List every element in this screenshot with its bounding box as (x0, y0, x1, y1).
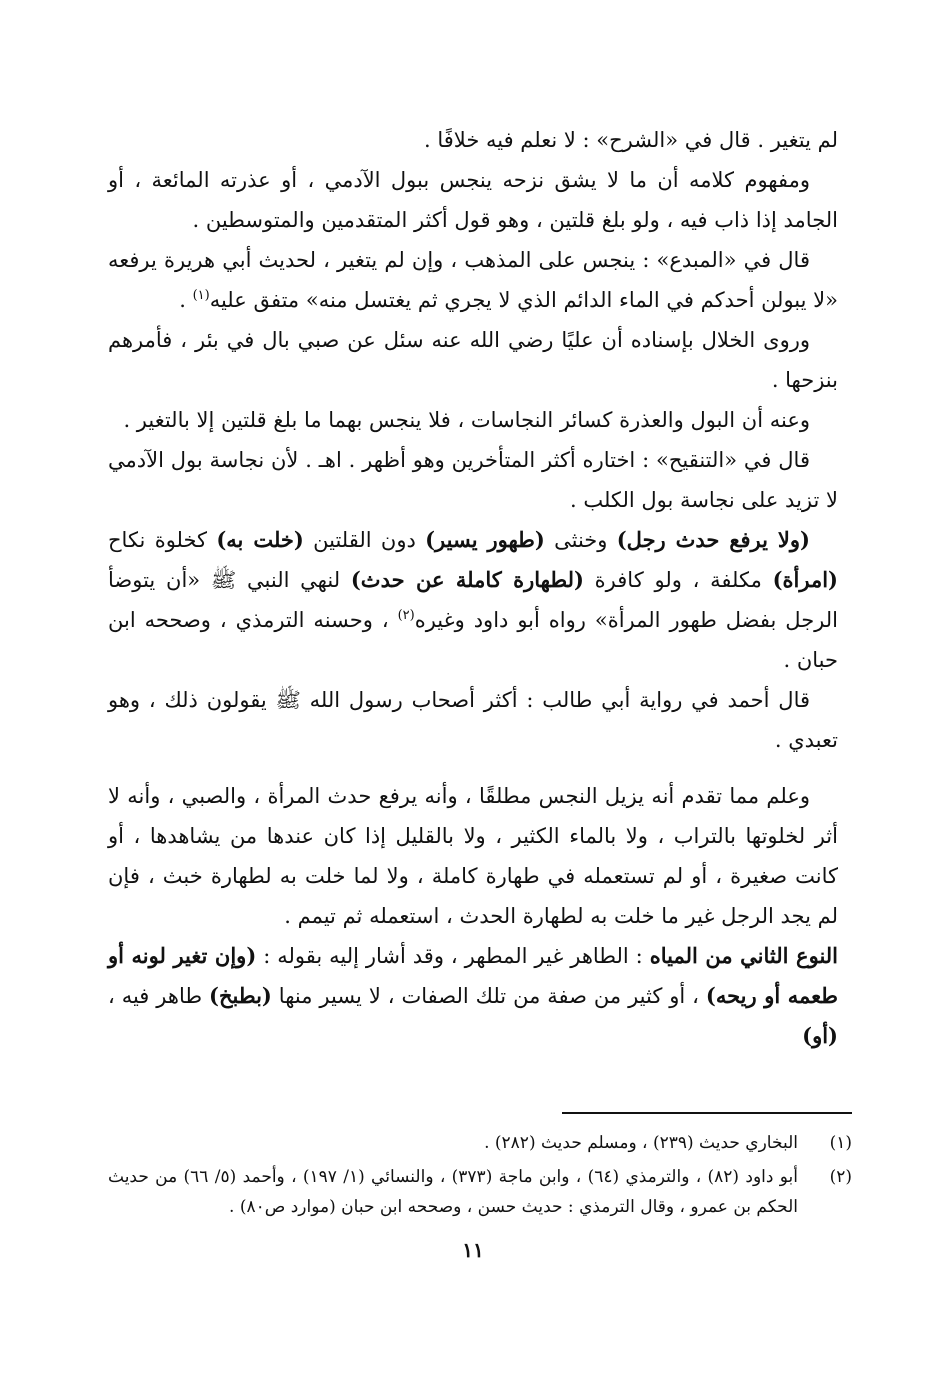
section-heading: النوع الثاني من المياه (649, 943, 839, 968)
footnotes (108, 1128, 852, 1226)
paragraph-5: وعنه أن البول والعذرة كسائر النجاسات ، فلا ينجس بهما ما بلغ قلتين إلا بالتغير . (123, 408, 810, 432)
footnote-number: (٢) (829, 1167, 852, 1187)
matn-phrase-2: (طهور يسير) (425, 527, 545, 552)
sharh-text-6: ، وحسنه الترمذي ، وصححه ابن حبان . (108, 608, 838, 672)
footnote-text: البخاري حديث (٢٣٩) ، ومسلم حديث (٢٨٢) . (484, 1133, 798, 1153)
sharh-text-9: طاهر فيه ، (108, 984, 210, 1008)
footnote-ref-1[interactable]: (١) (192, 288, 210, 303)
sharh-text-5: لنهي النبي ﷺ «أن يتوضأ الرجل بفضل طهور المرأة» رواه أبو داود وغيره (108, 568, 839, 632)
paragraph-3-text: قال في «المبدع» : ينجس على المذهب ، وإن لم يتغير ، لحديث أبي هريرة يرفعه «لا يبولن أحدكم في الماء الدائم الذي لا يجري ثم يغتسل منه» متفق عليه (108, 248, 838, 312)
matn-phrase-7: (بطبخ) (209, 983, 272, 1008)
matn-phrase-4: (امرأة) (772, 567, 838, 592)
paragraph-3-end: . (179, 288, 193, 312)
main-text (108, 120, 838, 1056)
matn-phrase-1: (ولا يرفع حدث رجل) (616, 527, 810, 552)
footnote-number: (١) (829, 1133, 852, 1153)
matn-phrase-8: (أو) (802, 1023, 838, 1048)
sharh-text-3: كخلوة نكاح (108, 528, 217, 552)
footnote-item (108, 1128, 852, 1158)
footnote-divider (562, 1112, 852, 1114)
paragraph-10 (108, 936, 838, 1056)
page-number: ١١ (462, 1238, 484, 1262)
footnote-ref-2[interactable]: (٢) (397, 608, 415, 623)
sharh-text-7: : الطاهر غير المطهر ، وقد أشار إليه بقوله : (256, 944, 650, 968)
sharh-text-8: ، أو كثير من صفة من تلك الصفات ، لا يسير منها (271, 984, 706, 1008)
matn-phrase-3: (خلت به) (216, 527, 304, 552)
footnote-text: أبو داود (٨٢) ، والترمذي (٦٤) ، وابن ماجة (٣٧٣) ، والنسائي (١/ ١٩٧) ، وأحمد (٥/ ٦٦) من حديث الحكم بن عمرو ، وقال الترمذي : حديث حسن ، وصححه ابن حبان (موارد ص٨٠) . (108, 1167, 798, 1217)
matn-phrase-6: (وإن تغير لونه أو طعمه أو ريحه) (108, 943, 839, 1008)
matn-phrase-5: (لطهارة كاملة عن حدث) (350, 567, 584, 592)
paragraph-8: قال أحمد في رواية أبي طالب : أكثر أصحاب رسول الله ﷺ يقولون ذلك ، وهو تعبدي . (108, 688, 838, 752)
paragraph-9: وعلم مما تقدم أنه يزيل النجس مطلقًا ، وأنه يرفع حدث المرأة ، والصبي ، وأنه لا أثر لخلوتها بالتراب ، ولا بالماء الكثير ، ولا بالقليل إذا كان عندها من يشاهدها ، أو كانت صغيرة ، أو لم تستعمله في طهارة كاملة ، ولا لما خلت به لطهارة خبث ، فإن لم يجد الرجل غير ما خلت به لطهارة الحدث ، استعمله ثم تيمم . (108, 784, 838, 928)
sharh-text-1: وخنثى (544, 528, 617, 552)
paragraph-7 (108, 520, 838, 680)
paragraph-1: لم يتغير . قال في «الشرح» : لا نعلم فيه خلافًا . (424, 128, 838, 152)
sharh-text-2: دون القلتين (303, 528, 426, 552)
paragraph-2: ومفهوم كلامه أن ما لا يشق نزحه ينجس ببول الآدمي ، أو عذرته المائعة ، أو الجامد إذا ذاب فيه ، ولو بلغ قلتين ، وهو قول أكثر المتقدمين والمتوسطين . (108, 168, 838, 232)
paragraph-4: وروى الخلال بإسناده أن عليًا رضي الله عنه سئل عن صبي بال في بئر ، فأمرهم بنزحها . (108, 328, 838, 392)
footnote-item (108, 1162, 852, 1222)
paragraph-6: قال في «التنقيح» : اختاره أكثر المتأخرين وهو أظهر . اهـ . لأن نجاسة بول الآدمي لا تزيد على نجاسة بول الكلب . (108, 448, 838, 512)
sharh-text-4: مكلفة ، ولو كافرة (583, 568, 773, 592)
paragraph-3 (108, 240, 838, 320)
